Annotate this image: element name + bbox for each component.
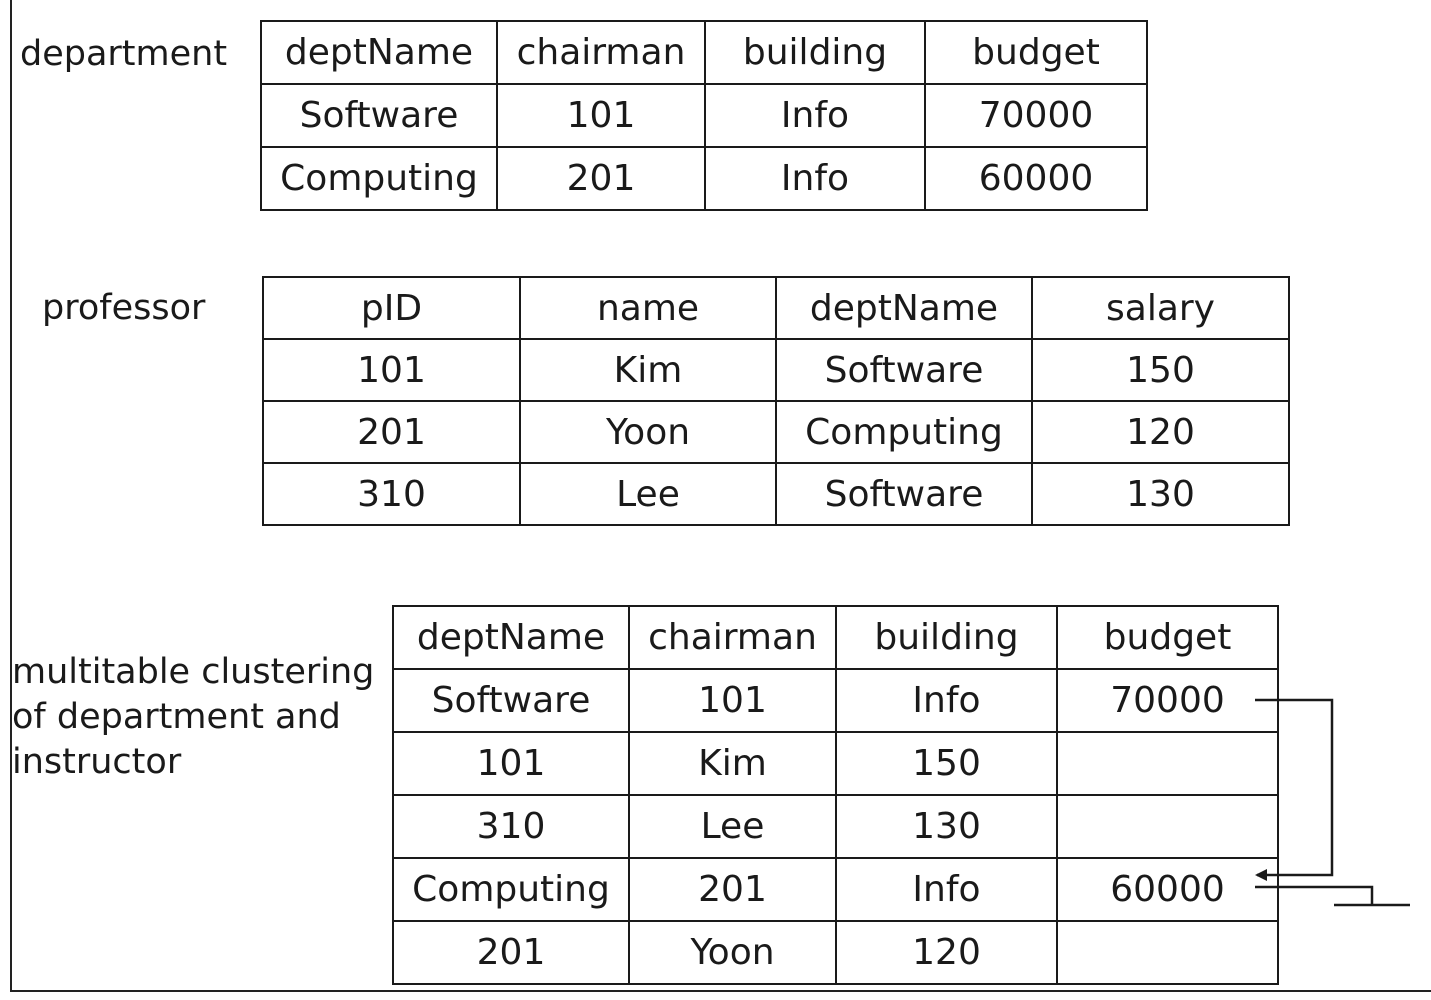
column-header: budget xyxy=(1057,606,1278,669)
table-cell: Info xyxy=(836,858,1057,921)
professor-label: professor xyxy=(42,288,206,328)
table-cell: Kim xyxy=(629,732,836,795)
table-cell: Yoon xyxy=(520,401,776,463)
table-cell: Software xyxy=(393,669,629,732)
cluster-label: multitable clustering of department and instructor xyxy=(12,652,375,782)
table-cell: Lee xyxy=(520,463,776,525)
column-header: deptName xyxy=(776,277,1032,339)
table-cell: Computing xyxy=(776,401,1032,463)
table-cell: 150 xyxy=(1032,339,1289,401)
column-header: building xyxy=(836,606,1057,669)
column-header: pID xyxy=(263,277,520,339)
table-cell: 310 xyxy=(263,463,520,525)
table-cell: 101 xyxy=(263,339,520,401)
table-cell: 201 xyxy=(629,858,836,921)
table-cell: 130 xyxy=(1032,463,1289,525)
column-header: chairman xyxy=(629,606,836,669)
table-cell: 101 xyxy=(393,732,629,795)
table-cell: Computing xyxy=(261,147,497,210)
table-cell: 60000 xyxy=(1057,858,1278,921)
table-cell: 70000 xyxy=(1057,669,1278,732)
table-cell: 201 xyxy=(497,147,705,210)
table-cell: 201 xyxy=(263,401,520,463)
table-cell: 201 xyxy=(393,921,629,984)
table-cell: Yoon xyxy=(629,921,836,984)
pointer-null-stub xyxy=(1255,887,1372,905)
column-header: name xyxy=(520,277,776,339)
table-cell: Info xyxy=(836,669,1057,732)
column-header: deptName xyxy=(393,606,629,669)
table-cell: Info xyxy=(705,84,925,147)
table-cell: Kim xyxy=(520,339,776,401)
table-cell: Lee xyxy=(629,795,836,858)
table-cell: 70000 xyxy=(925,84,1147,147)
table-cell: 101 xyxy=(629,669,836,732)
table-cell: 150 xyxy=(836,732,1057,795)
column-header: deptName xyxy=(261,21,497,84)
column-header: chairman xyxy=(497,21,705,84)
department-label: department xyxy=(20,34,228,74)
table-cell: 101 xyxy=(497,84,705,147)
table-cell: 120 xyxy=(836,921,1057,984)
column-header: budget xyxy=(925,21,1147,84)
table-cell: 310 xyxy=(393,795,629,858)
table-cell: Computing xyxy=(393,858,629,921)
table-cell: 120 xyxy=(1032,401,1289,463)
table-cell: 130 xyxy=(836,795,1057,858)
table-cell: 60000 xyxy=(925,147,1147,210)
table-cell: Software xyxy=(776,463,1032,525)
table-cell: Software xyxy=(261,84,497,147)
table-cell: Info xyxy=(705,147,925,210)
column-header: salary xyxy=(1032,277,1289,339)
column-header: building xyxy=(705,21,925,84)
table-cell: Software xyxy=(776,339,1032,401)
pointer-arrow xyxy=(1255,700,1332,875)
